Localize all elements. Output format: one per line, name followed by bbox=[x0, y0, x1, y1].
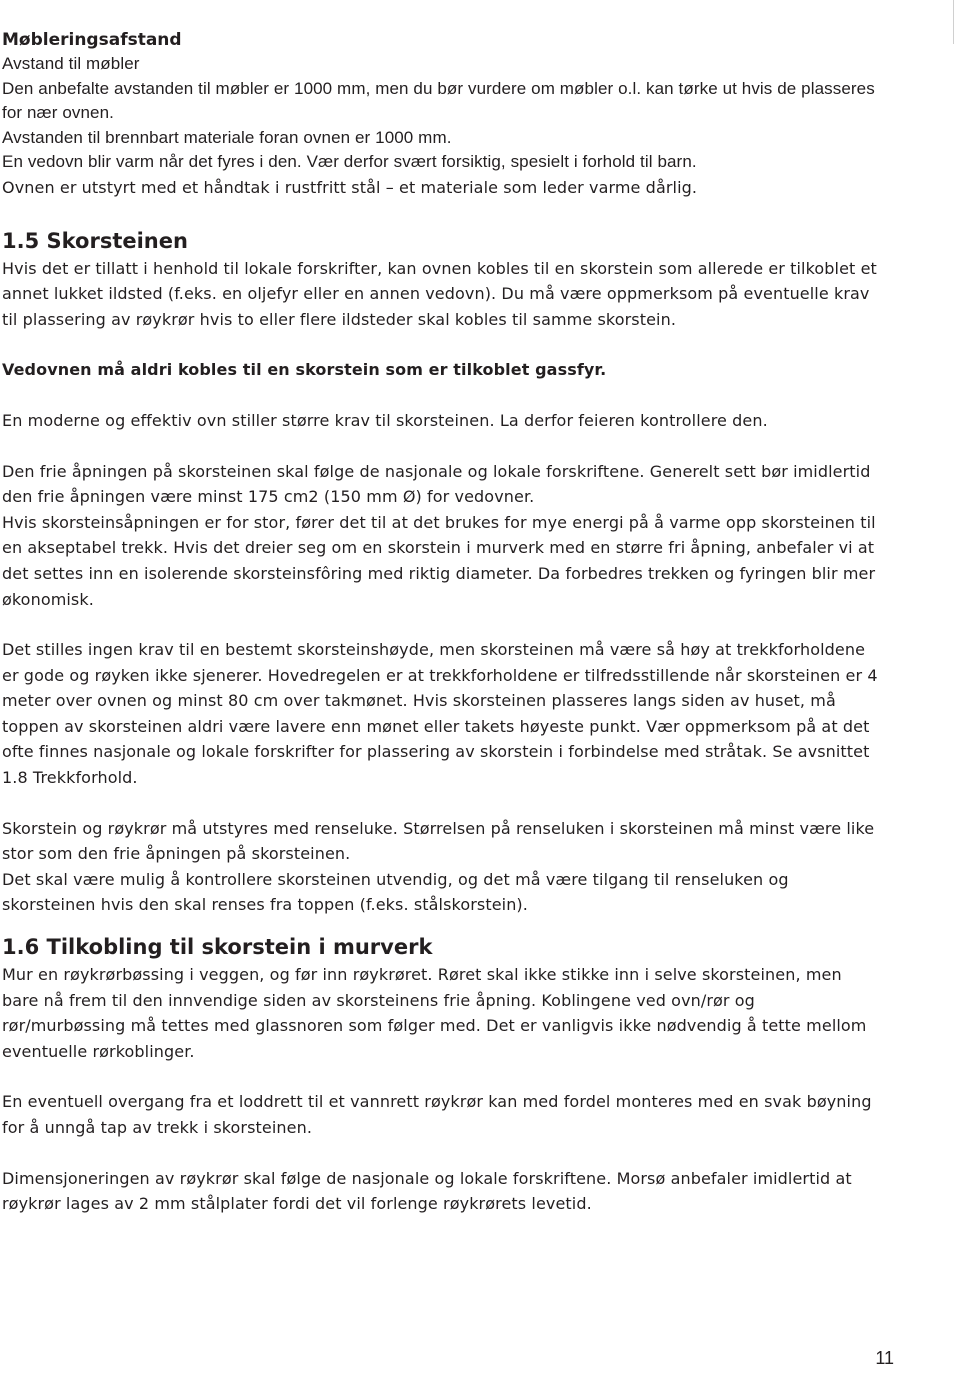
heading-skorsteinen: 1.5 Skorsteinen bbox=[2, 228, 188, 253]
skorstein-paragraph-3b: Hvis skorsteinsåpningen er for stor, fører det til at det brukes for mye energi på å varme opp skorsteinen til en akseptabel trekk. Hvis det dreier seg om en skorstein i murverk med en større fri åpning, anbefaler vi at det settes inn en isolerende skorsteinsfôring med riktig diameter. Da forbedres trekken og fyringen blir mer økonomisk. bbox=[2, 512, 876, 609]
skorstein-paragraph-3a: Den frie åpningen på skorsteinen skal følge de nasjonale og lokale forskriftene. Generelt sett bør imidlertid den frie åpningen være minst 175 cm2 (150 mm Ø) for vedovner. bbox=[2, 461, 871, 507]
murverk-paragraph-2: En eventuell overgang fra et loddrett til et vannrett røykrør kan med fordel monteres med en svak bøyning for å unngå tap av trekk i skorsteinen. bbox=[2, 1092, 872, 1137]
page-corner-mark bbox=[953, 0, 960, 44]
murverk-paragraph-1: Mur en røykrørbøssing i veggen, og før inn røykrøret. Røret skal ikke stikke inn i selve skorsteinen, men bare nå frem til den innvendige siden av skorsteinens frie åpning. Koblingene ved ovn/rør og rør/murbøssing må tettes med glassnoren som følger med. Det er vanligvis ikke nødvendig å tette mellom eventuelle rørkoblinger. bbox=[2, 965, 867, 1061]
skorstein-paragraph-5a: Skorstein og røykrør må utstyres med renseluke. Størrelsen på renseluken i skorsteinen må minst være like stor som den frie åpningen på skorsteinen. bbox=[2, 818, 875, 864]
murverk-paragraph-3: Dimensjoneringen av røykrør skal følge de nasjonale og lokale forskriftene. Morsø anbefaler imidlertid at røykrør lages av 2 mm stålplater fordi det vil forlenge røykrørets levetid. bbox=[2, 1168, 852, 1214]
heading-mobleringsafstand: Møbleringsafstand bbox=[2, 30, 182, 50]
heading-tilkobling-murverk: 1.6 Tilkobling til skorstein i murverk bbox=[2, 935, 433, 960]
mobler-handle-note: Ovnen er utstyrt med et håndtak i rustfritt stål – et materiale som leder varme dårlig. bbox=[2, 177, 698, 197]
mobler-line-4: En vedovn blir varm når det fyres i den. Vær derfor svært forsiktig, spesielt i forhold til barn. bbox=[2, 152, 697, 172]
mobler-line-2: Den anbefalte avstanden til møbler er 1000 mm, men du bør vurdere om møbler o.l. kan tørke ut hvis de plasseres for nær ovnen. bbox=[2, 78, 875, 123]
skorstein-paragraph-4: Det stilles ingen krav til en bestemt skorsteinshøyde, men skorsteinen må være så høy at trekkforholdene er gode og røyken ikke sjenerer. Hovedregelen er at trekkforholdene er tilfredsstillende når skorsteinen er 4 meter over ovnen og minst 80 cm over takmønet. Hvis skorsteinen plasseres langs siden av huset, må toppen av skorsteinen aldri være lavere enn mønet eller takets høyeste punkt. Vær oppmerksom på at det ofte finnes nasjonale og lokale forskrifter for plassering av skorstein i forbindelse med stråtak. Se avsnittet 1.8 Trekkforhold. bbox=[2, 640, 878, 788]
skorstein-paragraph-1: Hvis det er tillatt i henhold til lokale forskrifter, kan ovnen kobles til en skorstein som allerede er tilkoblet et annet lukket ildsted (f.eks. en oljefyr eller en annen vedovn). Du må være oppmerksom på eventuelle krav til plassering av røykrør hvis to eller flere ildsteder skal kobles til samme skorstein. bbox=[2, 258, 877, 329]
skorstein-paragraph-5b: Det skal være mulig å kontrollere skorsteinen utvendig, og det må være tilgang til renseluken og skorsteinen hvis den skal renses fra toppen (f.eks. stålskorstein). bbox=[2, 869, 789, 915]
skorstein-paragraph-2: En moderne og effektiv ovn stiller større krav til skorsteinen. La derfor feieren kontrollere den. bbox=[2, 410, 768, 430]
mobler-line-3: Avstanden til brennbart materiale foran ovnen er 1000 mm. bbox=[2, 127, 452, 147]
gas-warning: Vedovnen må aldri kobles til en skorstein som er tilkoblet gassfyr. bbox=[2, 360, 607, 380]
page-number: 11 bbox=[875, 1348, 894, 1368]
mobler-line-1: Avstand til møbler bbox=[2, 54, 140, 73]
document-page bbox=[0, 28, 882, 1217]
